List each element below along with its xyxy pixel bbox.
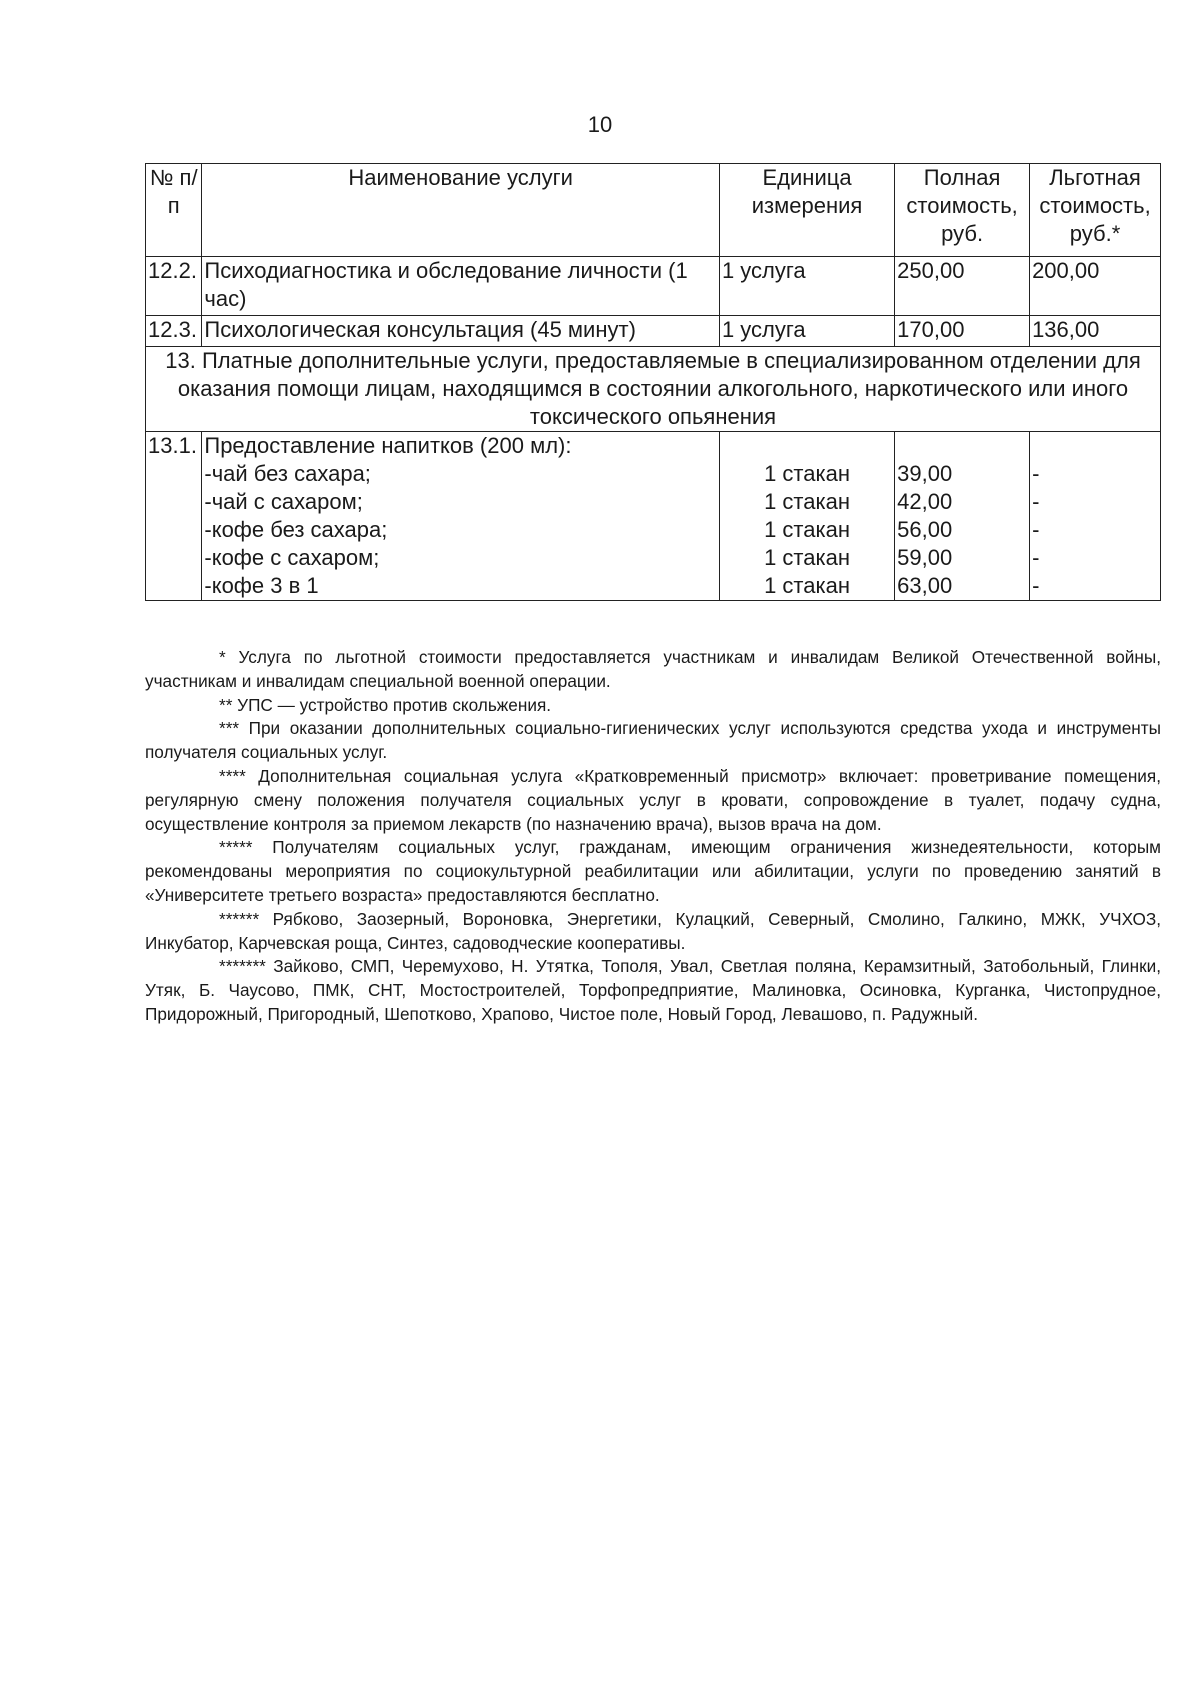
row-discount-price	[1030, 432, 1161, 601]
row-name: Психологическая консультация (45 минут)	[202, 316, 720, 347]
footnotes	[145, 646, 1161, 1027]
drink-item-full-price: 42,00	[897, 489, 953, 514]
drink-item-full-price: 56,00	[897, 517, 953, 542]
row-unit: 1 услуга	[719, 316, 894, 347]
footnote: ** УПС — устройство против скольжения.	[219, 694, 552, 715]
row-discount-price: 136,00	[1030, 316, 1161, 347]
services-table	[145, 163, 1161, 601]
drink-item-full-price: 63,00	[897, 573, 953, 598]
footnote: * Услуга по льготной стоимости предоставляется участникам и инвалидам Великой Отечественной войны, участникам и инвалидам специальной военной операции.	[145, 647, 1161, 691]
drinks-title: Предоставление напитков (200 мл):	[204, 433, 572, 458]
drink-item-unit: 1 стакан	[764, 489, 850, 514]
drink-item-name: -кофе с сахаром;	[204, 545, 380, 570]
drink-item-name: -чай с сахаром;	[204, 489, 363, 514]
drink-item-discount-price: -	[1032, 517, 1040, 542]
drink-item-unit: 1 стакан	[764, 461, 850, 486]
drink-item-discount-price: -	[1032, 489, 1040, 514]
row-discount-price: 200,00	[1030, 257, 1161, 316]
section-heading: 13. Платные дополнительные услуги, предоставляемые в специализированном отделении для оказания помощи лицам, находящимся в состоянии алкогольного, наркотического или иного токсического опьянения	[146, 347, 1161, 432]
row-unit	[719, 432, 894, 601]
row-num: 13.1.	[146, 432, 202, 601]
page-number: 10	[587, 112, 613, 137]
row-full-price: 170,00	[895, 316, 1030, 347]
footnote: ******* Зайково, СМП, Черемухово, Н. Утятка, Тополя, Увал, Светлая поляна, Керамзитный, Затобольный, Глинки, Утяк, Б. Чаусово, ПМК, СНТ, Мостостроителей, Торфопредприятие, Малиновка, Осиновка, Курганка, Чистопрудное, Придорожный, Пригородный, Шепотково, Храпово, Чистое поле, Новый Город, Левашово, п. Радужный.	[145, 956, 1161, 1024]
footnote: **** Дополнительная социальная услуга «Кратковременный присмотр» включает: проветривание помещения, регулярную смену положения получателя социальных услуг в кровати, сопровождение в туалет, подачу судна, осуществление контроля за приемом лекарств (по назначению врача), вызов врача на дом.	[145, 765, 1161, 834]
row-name: Психодиагностика и обследование личности (1 час)	[202, 257, 720, 316]
table-row	[146, 316, 1161, 347]
drink-item-unit: 1 стакан	[764, 573, 850, 598]
drink-item-discount-price: -	[1032, 461, 1040, 486]
header-unit: Единица измерения	[719, 164, 894, 257]
drink-item-name: -кофе без сахара;	[204, 517, 388, 542]
row-full-price: 250,00	[895, 257, 1030, 316]
header-name: Наименование услуги	[202, 164, 720, 257]
drink-item-full-price: 59,00	[897, 545, 953, 570]
table-row	[146, 257, 1161, 316]
header-discount-price: Льготная стоимость, руб.*	[1030, 164, 1161, 257]
row-name	[202, 432, 720, 601]
table-row	[146, 432, 1161, 601]
row-num: 12.3.	[146, 316, 202, 347]
footnote: ***** Получателям социальных услуг, гражданам, имеющим ограничения жизнедеятельности, которым рекомендованы мероприятия по социокультурной реабилитации или абилитации, услуги по проведению занятий в «Университете третьего возраста» предоставляются бесплатно.	[145, 837, 1161, 905]
drink-item-name: -кофе 3 в 1	[204, 573, 319, 598]
row-unit: 1 услуга	[719, 257, 894, 316]
drink-item-discount-price: -	[1032, 545, 1040, 570]
drink-item-unit: 1 стакан	[764, 517, 850, 542]
footnote: *** При оказании дополнительных социально-гигиенических услуг используются средства ухода и инструменты получателя социальных услуг.	[145, 718, 1161, 763]
drink-item-unit: 1 стакан	[764, 545, 850, 570]
drink-item-discount-price: -	[1032, 573, 1040, 598]
row-num: 12.2.	[146, 257, 202, 316]
drink-item-full-price: 39,00	[897, 461, 953, 486]
table-header-row	[146, 164, 1161, 257]
header-full-price: Полная стоимость, руб.	[895, 164, 1030, 257]
drink-item-name: -чай без сахара;	[204, 461, 371, 486]
footnote: ****** Рябково, Заозерный, Вороновка, Энергетики, Кулацкий, Северный, Смолино, Галкино, МЖК, УЧХОЗ, Инкубатор, Карчевская роща, Синтез, садоводческие кооперативы.	[145, 908, 1161, 953]
header-num: № п/п	[146, 164, 202, 257]
section-heading-row	[146, 347, 1161, 432]
row-full-price	[895, 432, 1030, 601]
